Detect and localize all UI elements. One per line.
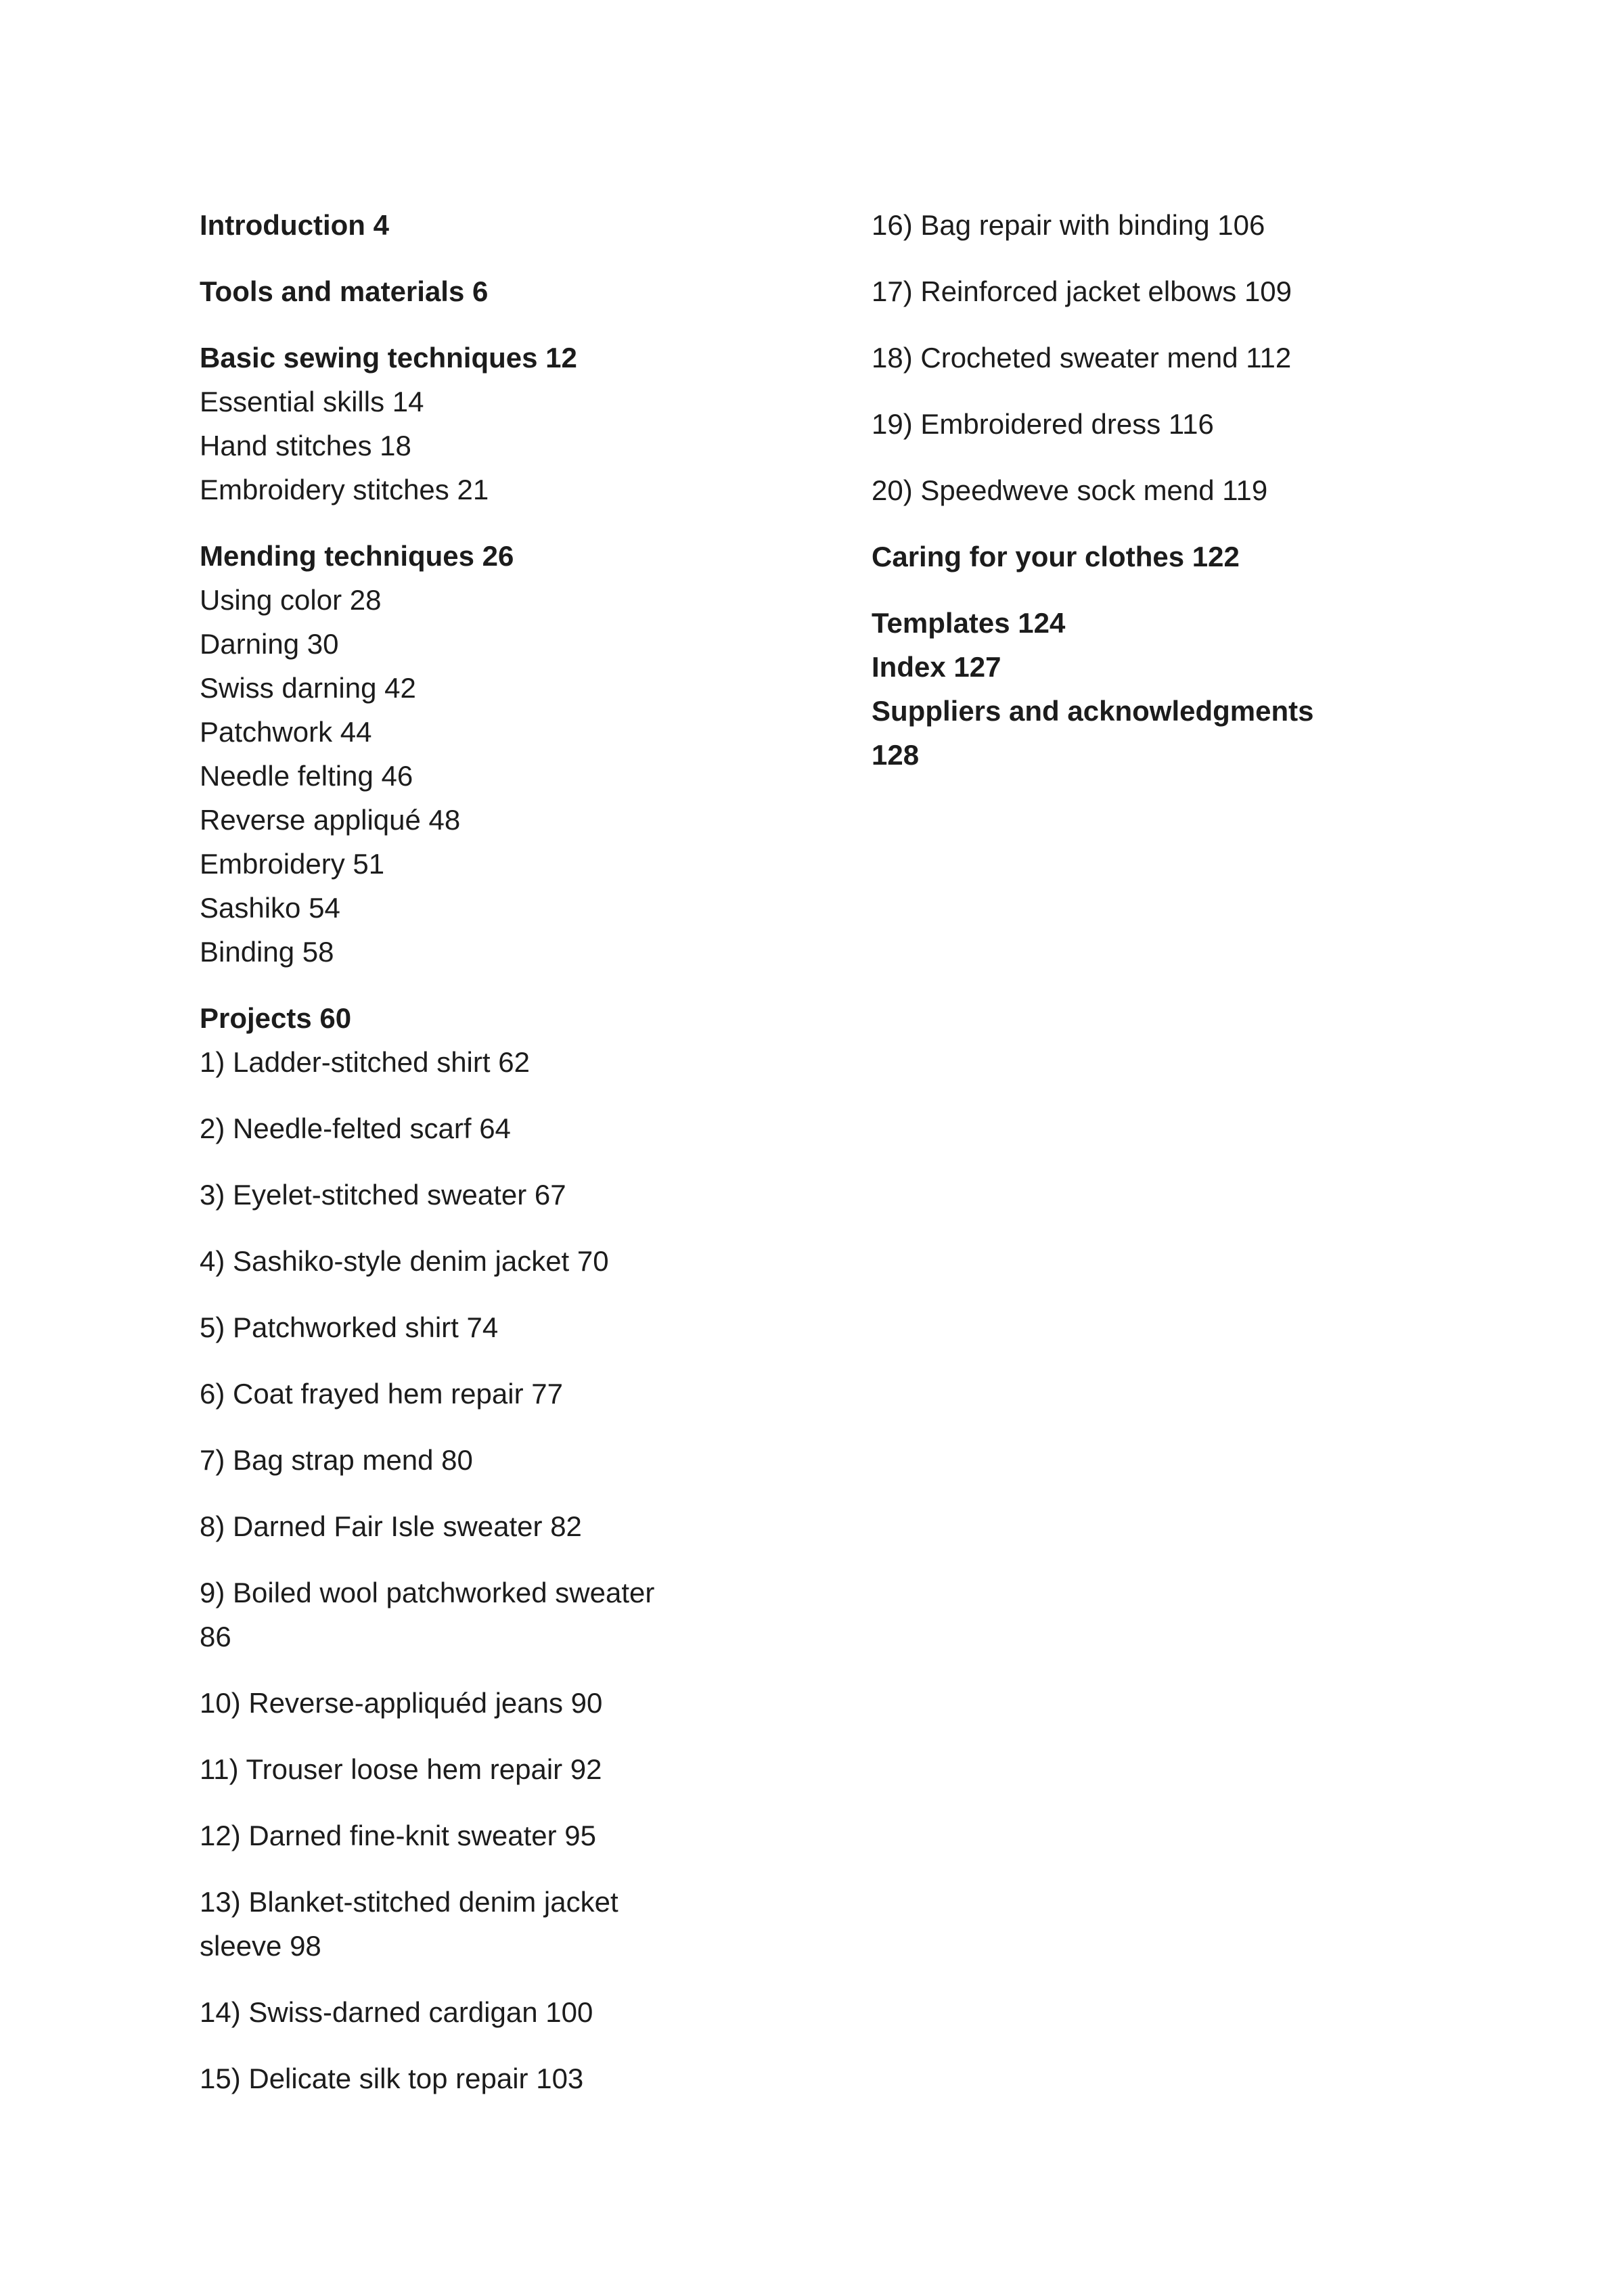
toc-entry [200, 1681, 782, 1725]
toc-entry [872, 203, 1453, 247]
toc-section-heading [200, 534, 782, 578]
toc-line: Embroidery 51 [200, 848, 385, 880]
toc-line: Introduction 4 [200, 209, 389, 241]
toc-entry [200, 1880, 782, 1968]
toc-line: Patchwork 44 [200, 716, 372, 748]
toc-line: sleeve 98 [200, 1930, 321, 1962]
toc-line: 1) Ladder-stitched shirt 62 [200, 1046, 530, 1078]
toc-section-heading [200, 203, 782, 247]
toc-entry [200, 1747, 782, 1791]
toc-entry [200, 1990, 782, 2034]
toc-line: 15) Delicate silk top repair 103 [200, 2063, 584, 2094]
toc-entry [200, 886, 782, 930]
toc-entry [200, 710, 782, 754]
toc-line: 4) Sashiko-style denim jacket 70 [200, 1245, 609, 1277]
toc-entry [200, 666, 782, 710]
toc-line: Sashiko 54 [200, 892, 340, 924]
toc-entry [200, 424, 782, 468]
toc-entry [200, 1504, 782, 1548]
toc-entry [200, 1372, 782, 1416]
toc-line: 86 [200, 1621, 231, 1652]
toc-section-heading [200, 269, 782, 313]
toc-line: Suppliers and acknowledgments [872, 695, 1314, 727]
toc-line: Mending techniques 26 [200, 540, 514, 572]
toc-line: Templates 124 [872, 607, 1066, 639]
toc-entry [200, 380, 782, 424]
toc-section-heading [200, 336, 782, 380]
toc-section-heading [872, 645, 1453, 689]
toc-line: 11) Trouser loose hem repair 92 [200, 1753, 602, 1785]
toc-line: 5) Patchworked shirt 74 [200, 1311, 499, 1343]
toc-line: 12) Darned fine-knit sweater 95 [200, 1820, 596, 1851]
toc-section-heading [872, 689, 1453, 777]
toc-entry [872, 468, 1453, 512]
toc-line: Projects 60 [200, 1002, 352, 1034]
toc-entry [200, 1239, 782, 1283]
toc-line: Binding 58 [200, 936, 334, 968]
toc-entry [200, 2056, 782, 2100]
toc-line: 128 [872, 739, 920, 771]
toc-section-heading [872, 535, 1453, 579]
toc-line: Using color 28 [200, 584, 382, 616]
toc-line: Index 127 [872, 651, 1001, 683]
toc-entry [200, 1173, 782, 1217]
toc-entry [200, 1040, 782, 1084]
toc-line: Tools and materials 6 [200, 275, 489, 307]
toc-line: 9) Boiled wool patchworked sweater [200, 1577, 655, 1608]
toc-line: Caring for your clothes 122 [872, 541, 1240, 572]
toc-line: 13) Blanket-stitched denim jacket [200, 1886, 618, 1918]
toc-line: 19) Embroidered dress 116 [872, 408, 1214, 440]
toc-entry [200, 930, 782, 974]
toc-line: 8) Darned Fair Isle sweater 82 [200, 1510, 582, 1542]
toc-entry [200, 842, 782, 886]
toc-line: Needle felting 46 [200, 760, 413, 792]
toc-entry [200, 578, 782, 622]
toc-entry [200, 1571, 782, 1659]
toc-line: 14) Swiss-darned cardigan 100 [200, 1996, 593, 2028]
toc-line: Hand stitches 18 [200, 430, 411, 462]
toc-line: Basic sewing techniques 12 [200, 342, 577, 374]
toc-line: Embroidery stitches 21 [200, 474, 489, 505]
toc-line: 6) Coat frayed hem repair 77 [200, 1378, 563, 1410]
toc-entry [200, 754, 782, 798]
toc-line: 2) Needle-felted scarf 64 [200, 1112, 511, 1144]
toc-line: Swiss darning 42 [200, 672, 416, 704]
toc-line: 7) Bag strap mend 80 [200, 1444, 473, 1476]
toc-entry [872, 402, 1453, 446]
toc-entry [200, 1814, 782, 1858]
toc-line: Darning 30 [200, 628, 339, 660]
toc-section-heading [872, 601, 1453, 645]
toc-section-heading [200, 996, 782, 1040]
toc-column-left [200, 203, 782, 2100]
toc-entry [200, 798, 782, 842]
toc-column-right [872, 203, 1453, 777]
toc-line: 18) Crocheted sweater mend 112 [872, 342, 1292, 374]
toc-entry [200, 1106, 782, 1150]
toc-line: 20) Speedweve sock mend 119 [872, 474, 1268, 506]
toc-line: 10) Reverse-appliquéd jeans 90 [200, 1687, 603, 1719]
toc-line: Essential skills 14 [200, 386, 424, 418]
toc-line: 16) Bag repair with binding 106 [872, 209, 1265, 241]
toc-entry [872, 336, 1453, 380]
toc-entry [200, 622, 782, 666]
toc-entry [872, 269, 1453, 313]
toc-entry [200, 1305, 782, 1349]
toc-line: 3) Eyelet-stitched sweater 67 [200, 1179, 566, 1211]
toc-entry [200, 1438, 782, 1482]
toc-entry [200, 468, 782, 512]
toc-line: 17) Reinforced jacket elbows 109 [872, 275, 1292, 307]
toc-line: Reverse appliqué 48 [200, 804, 461, 836]
